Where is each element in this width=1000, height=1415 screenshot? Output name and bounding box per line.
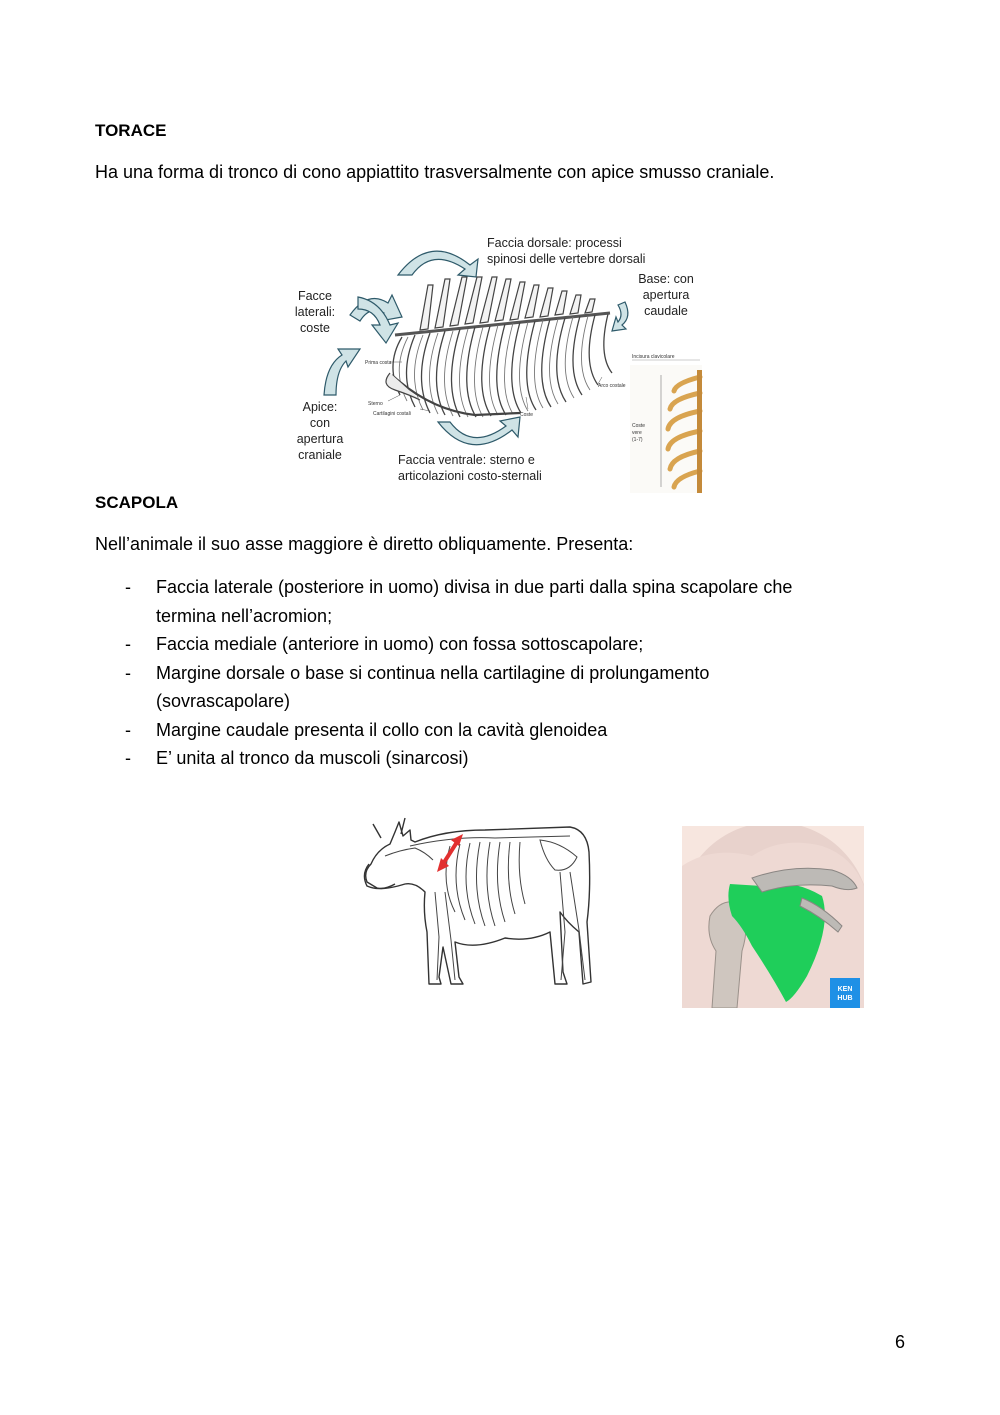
ribcage-sketch <box>365 277 626 418</box>
svg-text:articolazioni costo-sternali: articolazioni costo-sternali <box>398 469 542 483</box>
svg-text:apertura: apertura <box>642 288 690 302</box>
svg-text:Faccia dorsale: processi: Faccia dorsale: processi <box>487 236 622 250</box>
ribcage-inset <box>630 354 702 493</box>
dorsal-arrow <box>398 251 478 277</box>
section-title-torace: TORACE <box>95 121 167 140</box>
svg-text:Arco costale: Arco costale <box>598 383 626 389</box>
svg-text:Coste: Coste <box>520 412 534 418</box>
scapola-intro: Nell’animale il suo asse maggiore è diretto obliquamente. Presenta: <box>95 534 634 554</box>
page-number: 6 <box>894 1332 905 1352</box>
list-bullet: - <box>125 748 131 768</box>
list-item: - Margine caudale presenta il collo con la cavità glenoidea <box>95 716 895 745</box>
svg-text:con: con <box>309 416 331 430</box>
scapola-features-list <box>95 573 895 773</box>
svg-text:craniale: craniale <box>298 448 342 462</box>
list-bullet: - <box>125 634 131 654</box>
svg-text:KEN: KEN <box>837 986 853 993</box>
svg-text:Apice:: Apice: <box>302 400 338 414</box>
list-item: - Margine dorsale o base si continua nella cartilagine di prolungamento (sovrascapolare) <box>95 659 895 716</box>
list-bullet: - <box>125 662 131 683</box>
svg-text:Prima costa: Prima costa <box>365 360 392 366</box>
svg-text:Base: con: Base: con <box>638 272 694 286</box>
torace-description: Ha una forma di tronco di cono appiattito trasversalmente con apice smusso craniale. <box>95 162 775 182</box>
list-bullet: - <box>125 719 131 740</box>
list-item: - Faccia laterale (posteriore in uomo) divisa in due parti dalla spina scapolare che termina nell’acromion; <box>95 573 895 630</box>
svg-text:Faccia ventrale: sterno e: Faccia ventrale: sterno e <box>398 453 535 467</box>
section-title-scapola: SCAPOLA <box>95 493 179 512</box>
base-arrow <box>612 302 628 331</box>
list-item: - Faccia mediale (anteriore in uomo) con fossa sottoscapolare; <box>95 630 895 659</box>
svg-text:Sterno: Sterno <box>368 401 383 407</box>
svg-text:Cartilagini costali: Cartilagini costali <box>373 411 411 417</box>
svg-text:coste: coste <box>300 321 330 335</box>
cow-skeleton-illustration <box>355 812 600 992</box>
list-bullet: - <box>125 577 131 597</box>
human-scapula-illustration <box>682 826 864 1008</box>
svg-text:caudale: caudale <box>644 304 688 318</box>
svg-text:vere: vere <box>632 430 642 436</box>
svg-text:laterali:: laterali: <box>294 305 336 319</box>
ventral-arrow <box>438 417 520 445</box>
thorax-diagram <box>280 225 705 493</box>
svg-text:apertura: apertura <box>296 432 344 446</box>
svg-text:spinosi delle vertebre dorsali: spinosi delle vertebre dorsali <box>487 252 646 266</box>
svg-text:Facce: Facce <box>297 289 333 303</box>
kenhub-logo <box>830 978 860 1008</box>
svg-text:(1-7): (1-7) <box>632 437 643 443</box>
list-item: - E’ unita al tronco da muscoli (sinarcosi) <box>95 744 895 773</box>
apex-arrow <box>324 349 360 395</box>
svg-text:HUB: HUB <box>837 995 853 1002</box>
svg-text:Incisura clavicolare: Incisura clavicolare <box>632 354 675 360</box>
svg-text:Coste: Coste <box>632 423 646 429</box>
